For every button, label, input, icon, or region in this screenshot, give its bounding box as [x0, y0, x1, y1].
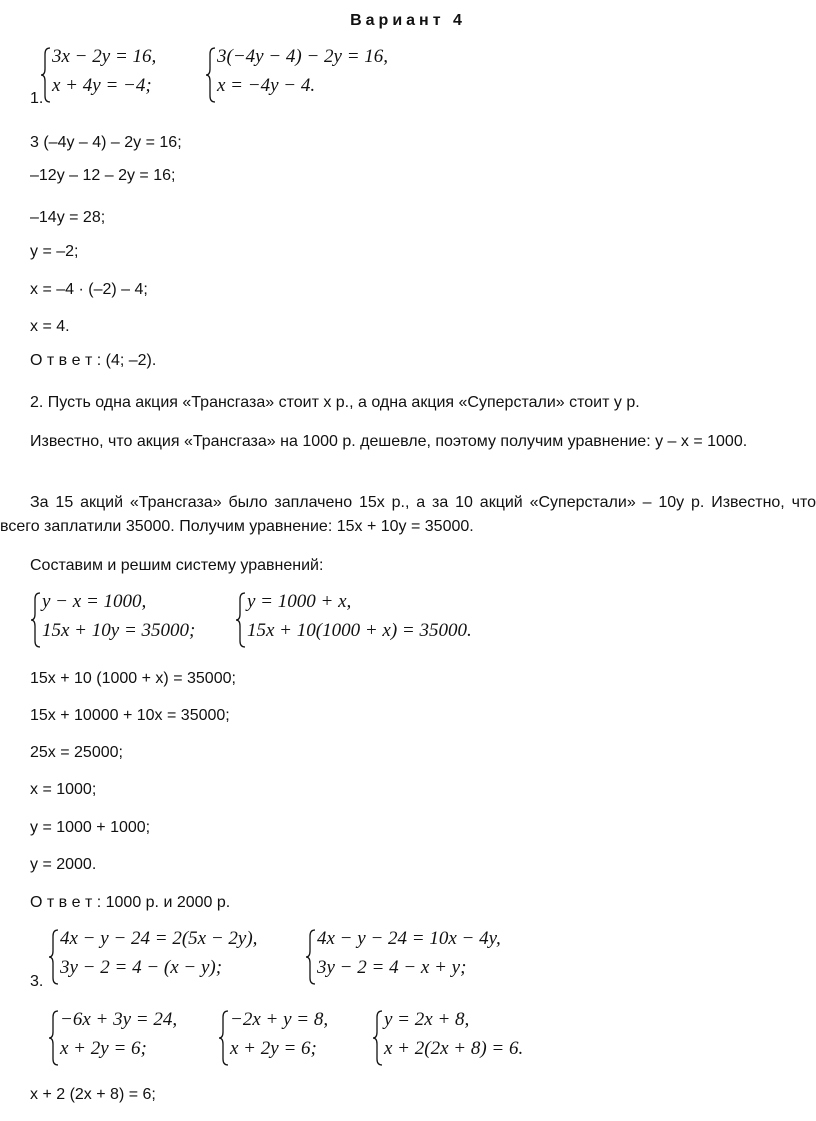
left-brace-icon — [30, 591, 42, 649]
solution-step: –12y – 12 – 2y = 16; — [30, 167, 176, 184]
solution-step: y = –2; — [30, 243, 79, 260]
equation: 4x − y − 24 = 10x − 4y, — [317, 928, 501, 949]
left-brace-icon — [235, 591, 247, 649]
equation: x + 4y = −4; — [52, 75, 152, 96]
equation: −6x + 3y = 24, — [60, 1009, 178, 1030]
solution-step: 3 (–4y – 4) – 2y = 16; — [30, 134, 182, 151]
answer-line: О т в е т : 1000 р. и 2000 р. — [30, 894, 231, 911]
solution-step: x = 1000; — [30, 781, 97, 798]
solution-step: –14y = 28; — [30, 209, 106, 226]
equation: x + 2y = 6; — [60, 1038, 147, 1059]
equation: y − x = 1000, — [42, 591, 147, 612]
left-brace-icon — [205, 46, 217, 104]
task-number: 3. — [30, 973, 44, 990]
paragraph: За 15 акций «Трансгаза» было заплачено 15x р., а за 10 акций «Суперстали» – 10y р. Известно, что всего заплатили 35000. Получим уравнение: 15x + 10y = 35000. — [0, 494, 816, 535]
left-brace-icon — [305, 928, 317, 986]
solution-step: y = 1000 + 1000; — [30, 819, 151, 836]
solution-step: x = 4. — [30, 318, 70, 335]
task-number: 1. — [30, 90, 44, 107]
page-title: Вариант 4 — [350, 12, 466, 29]
solution-step: 15x + 10000 + 10x = 35000; — [30, 707, 230, 724]
solution-step: x + 2 (2x + 8) = 6; — [30, 1086, 156, 1103]
equation: 3x − 2y = 16, — [52, 46, 157, 67]
left-brace-icon — [218, 1009, 230, 1067]
equation: x + 2y = 6; — [230, 1038, 317, 1059]
solution-step: x = –4 · (–2) – 4; — [30, 281, 148, 298]
equation: 3y − 2 = 4 − (x − y); — [60, 957, 223, 978]
equation: 15x + 10y = 35000; — [42, 620, 196, 641]
equation: −2x + y = 8, — [230, 1009, 329, 1030]
equation: x + 2(2x + 8) = 6. — [384, 1038, 524, 1059]
equation: 15x + 10(1000 + x) = 35000. — [247, 620, 472, 641]
paragraph: 2. Пусть одна акция «Трансгаза» стоит x р., а одна акция «Суперстали» стоит y р. — [30, 394, 640, 411]
equation: 3(−4y − 4) − 2y = 16, — [217, 46, 389, 67]
equation: 4x − y − 24 = 2(5x − 2y), — [60, 928, 258, 949]
solution-step: 15x + 10 (1000 + x) = 35000; — [30, 670, 236, 687]
paragraph: Составим и решим систему уравнений: — [30, 557, 324, 574]
equation: x = −4y − 4. — [217, 75, 316, 96]
paragraph: Известно, что акция «Трансгаза» на 1000 р. дешевле, поэтому получим уравнение: y – x = 1000. — [30, 433, 748, 450]
left-brace-icon — [48, 928, 60, 986]
solution-step: 25x = 25000; — [30, 744, 123, 761]
left-brace-icon — [48, 1009, 60, 1067]
answer-line: О т в е т : (4; –2). — [30, 352, 157, 369]
equation: y = 1000 + x, — [247, 591, 352, 612]
left-brace-icon — [372, 1009, 384, 1067]
equation: 3y − 2 = 4 − x + y; — [317, 957, 467, 978]
solution-step: y = 2000. — [30, 856, 97, 873]
equation: y = 2x + 8, — [384, 1009, 470, 1030]
